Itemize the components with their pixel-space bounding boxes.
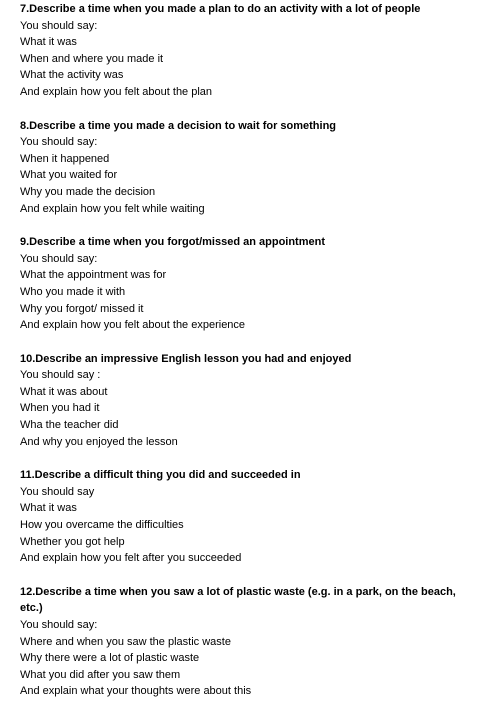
prompt-line: You should say: [20,19,98,32]
question-7 [20,1,474,101]
question-title: 11.Describe a difficult thing you did and succeeded in [20,469,301,482]
question-11 [20,467,474,567]
prompt-line: How you overcame the difficulties [20,519,184,532]
prompt-line: What you waited for [20,169,118,182]
question-9 [20,234,474,334]
section-spacer [20,101,474,118]
prompt-line: Where and when you saw the plastic waste [20,635,231,648]
question-title: 12.Describe a time when you saw a lot of plastic waste (e.g. in a park, on the beach, etc.) [20,585,456,615]
prompt-line: Whether you got help [20,535,125,548]
prompt-line: What you did after you saw them [20,668,181,681]
section-spacer [20,567,474,584]
section-spacer [20,450,474,467]
question-title: 8.Describe a time you made a decision to wait for something [20,119,337,132]
section-spacer [20,334,474,351]
prompt-line: You should say: [20,136,98,149]
prompt-line: What it was [20,36,77,49]
prompt-line: Why there were a lot of plastic waste [20,652,200,665]
prompt-line: Wha the teacher did [20,419,119,432]
prompt-line: What it was [20,502,77,515]
prompt-line: What the appointment was for [20,269,167,282]
prompt-line: And explain how you felt about the plan [20,85,213,98]
prompt-line: You should say [20,485,95,498]
prompt-line: And explain how you felt after you succeeded [20,552,242,565]
prompt-line: When it happened [20,152,110,165]
question-12 [20,584,474,700]
question-title: 9.Describe a time when you forgot/missed an appointment [20,236,326,249]
prompt-line: What the activity was [20,69,124,82]
prompt-line: Why you made the decision [20,185,156,198]
prompt-line: When and where you made it [20,52,164,65]
prompt-line: You should say : [20,369,101,382]
prompt-line: You should say: [20,252,98,265]
prompt-line: When you had it [20,402,100,415]
prompt-line: What it was about [20,385,108,398]
prompt-line: And explain what your thoughts were about this [20,685,252,698]
prompt-line: You should say: [20,619,98,631]
question-8 [20,118,474,218]
prompt-line: And why you enjoyed the lesson [20,435,178,448]
prompt-line: Who you made it with [20,285,126,298]
prompt-line: Why you forgot/ missed it [20,302,144,315]
prompt-line: And explain how you felt while waiting [20,202,205,215]
question-10 [20,351,474,451]
question-title: 7.Describe a time when you made a plan to do an activity with a lot of people [20,3,421,15]
question-title: 10.Describe an impressive English lesson you had and enjoyed [20,352,352,365]
section-spacer [20,217,474,234]
prompt-line: And explain how you felt about the experience [20,319,246,332]
